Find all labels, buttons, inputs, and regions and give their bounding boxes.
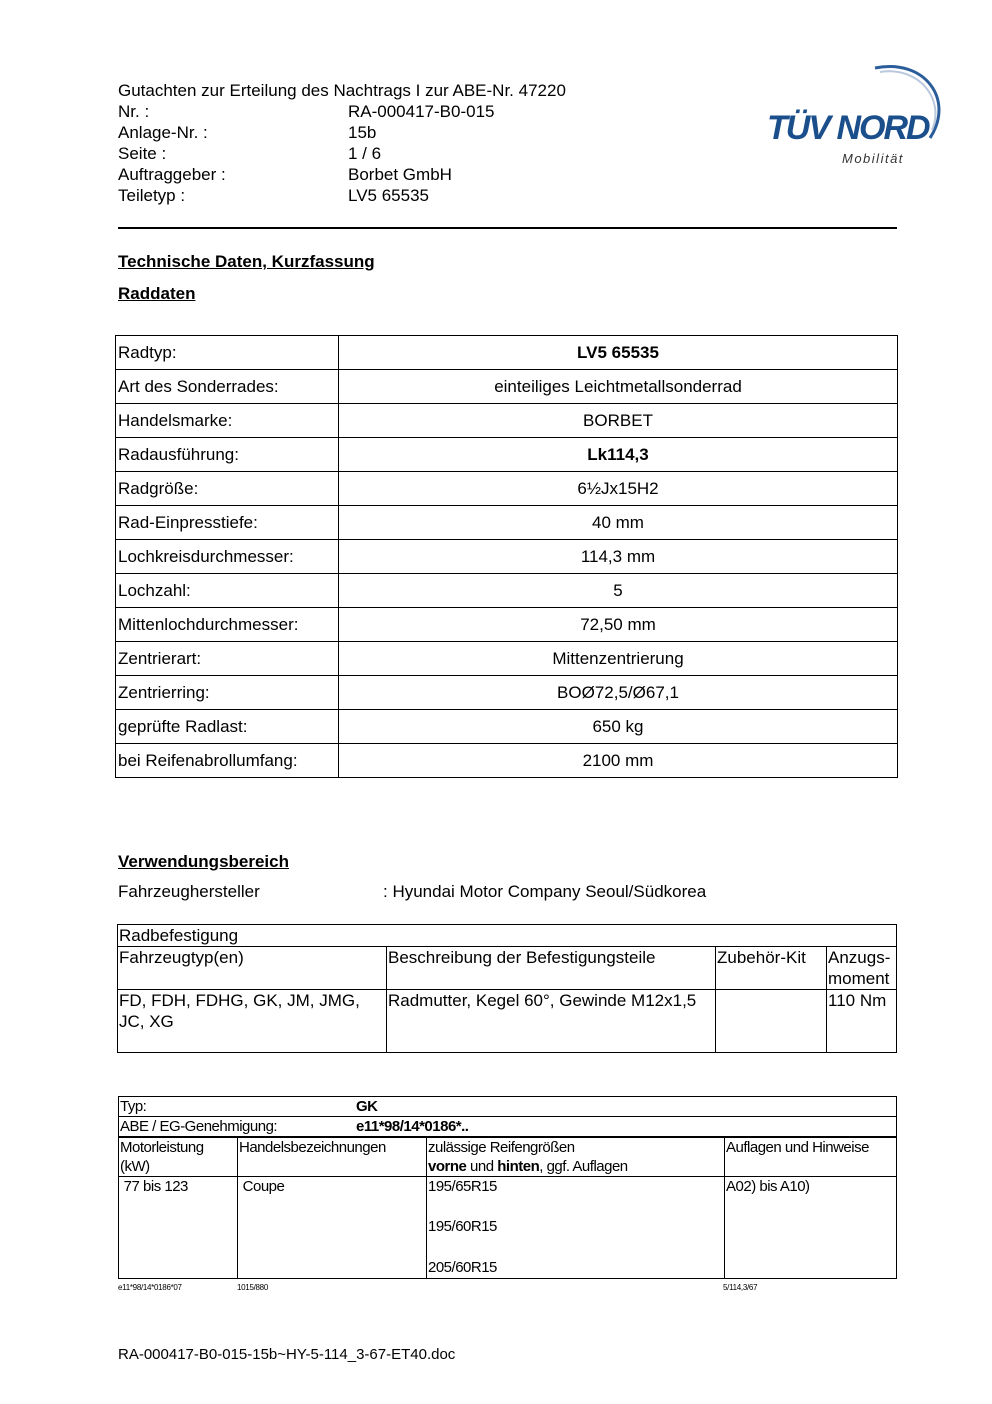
cell-auflagen: A02) bis A10)	[725, 1177, 897, 1279]
header-value: 1 / 6	[348, 144, 382, 163]
section-technische-daten: Technische Daten, Kurzfassung	[118, 252, 375, 271]
raddaten-label: Zentrierart:	[116, 642, 339, 676]
footnote-boltpattern: 5/114,3/67	[723, 1283, 758, 1292]
radbefestigung-table	[117, 924, 897, 1053]
raddaten-value: 72,50 mm	[339, 608, 898, 642]
raddaten-value: BOØ72,5/Ø67,1	[339, 676, 898, 710]
header-anzugsmoment: Anzugs- moment	[827, 947, 897, 990]
raddaten-value: 5	[339, 574, 898, 608]
raddaten-label: Radgröße:	[116, 472, 339, 506]
header-row-seite	[118, 143, 566, 164]
header-value: Borbet GmbH	[348, 165, 452, 184]
raddaten-value: BORBET	[339, 404, 898, 438]
header-divider	[118, 227, 897, 229]
raddaten-value: Mittenzentrierung	[339, 642, 898, 676]
raddaten-row	[116, 370, 898, 404]
reifen-size: 205/60R15	[428, 1259, 497, 1276]
document-footer-filename: RA-000417-B0-015-15b~HY-5-114_3-67-ET40.doc	[118, 1346, 456, 1363]
document-header	[118, 80, 566, 206]
tuv-nord-logo	[760, 60, 950, 180]
raddaten-value: 650 kg	[339, 710, 898, 744]
cell-handelsbezeichnung: Coupe	[238, 1177, 427, 1279]
raddaten-label: Art des Sonderrades:	[116, 370, 339, 404]
reifen-size: 195/65R15	[428, 1178, 497, 1195]
raddaten-value: 114,3 mm	[339, 540, 898, 574]
befestigung-title: Radbefestigung	[118, 925, 897, 947]
gk-typ-row	[119, 1097, 897, 1117]
header-value: RA-000417-B0-015	[348, 102, 495, 121]
raddaten-row	[116, 642, 898, 676]
raddaten-value: 2100 mm	[339, 744, 898, 778]
gk-data-row	[119, 1177, 897, 1279]
footnote-number: 1015/880	[237, 1283, 268, 1292]
section-verwendungsbereich: Verwendungsbereich	[118, 852, 289, 871]
section-raddaten: Raddaten	[118, 284, 196, 303]
hersteller-value: : Hyundai Motor Company Seoul/Südkorea	[383, 882, 707, 901]
header-zubehoer: Zubehör-Kit	[716, 947, 827, 990]
raddaten-row	[116, 574, 898, 608]
raddaten-label: Zentrierring:	[116, 676, 339, 710]
cell-beschreibung: Radmutter, Kegel 60°, Gewinde M12x1,5	[387, 990, 716, 1053]
raddaten-row	[116, 506, 898, 540]
cell-zubehoer	[716, 990, 827, 1053]
raddaten-label: bei Reifenabrollumfang:	[116, 744, 339, 778]
reifen-header-line2	[428, 1157, 723, 1176]
header-label: Nr. :	[118, 102, 150, 121]
hersteller-label: Fahrzeughersteller	[118, 882, 260, 901]
raddaten-label: Lochkreisdurchmesser:	[116, 540, 339, 574]
header-fahrzeugtyp: Fahrzeugtyp(en)	[118, 947, 387, 990]
header-value: LV5 65535	[348, 186, 429, 205]
header-label: Seite :	[118, 144, 167, 163]
header-row-auftraggeber	[118, 164, 566, 185]
footnote-approval: e11*98/14*0186*07	[118, 1283, 182, 1292]
logo-brand: TÜV NORD	[767, 109, 929, 147]
raddaten-row	[116, 710, 898, 744]
raddaten-label: Radtyp:	[116, 336, 339, 370]
typ-value: GK	[356, 1098, 378, 1115]
raddaten-value: LV5 65535	[339, 336, 898, 370]
header-row-teiletyp	[118, 185, 566, 206]
abe-value: e11*98/14*0186*..	[356, 1118, 469, 1135]
raddaten-label: Mittenlochdurchmesser:	[116, 608, 339, 642]
cell-reifengroessen	[427, 1177, 725, 1279]
raddaten-label: Rad-Einpresstiefe:	[116, 506, 339, 540]
logo-subtitle: Mobilität	[842, 151, 904, 166]
raddaten-label: geprüfte Radlast:	[116, 710, 339, 744]
reifen-hinten: hinten	[497, 1158, 540, 1175]
raddaten-label: Handelsmarke:	[116, 404, 339, 438]
gk-header-row	[119, 1137, 897, 1177]
reifen-header-line1: zulässige Reifengrößen	[428, 1139, 575, 1156]
reifen-size: 195/60R15	[428, 1218, 497, 1235]
raddaten-table	[115, 335, 898, 778]
typ-label: Typ:	[120, 1098, 147, 1115]
raddaten-row	[116, 404, 898, 438]
reifen-und: und	[466, 1158, 498, 1175]
header-title: Gutachten zur Erteilung des Nachtrags I zur ABE-Nr. 47220	[118, 81, 566, 100]
raddaten-label: Lochzahl:	[116, 574, 339, 608]
header-value: 15b	[348, 123, 377, 142]
raddaten-row	[116, 676, 898, 710]
reifen-vorne: vorne	[428, 1158, 467, 1175]
befestigung-header-row	[118, 947, 897, 990]
header-reifengroessen	[427, 1137, 725, 1177]
cell-anzugsmoment: 110 Nm	[827, 990, 897, 1053]
header-row-nr	[118, 101, 566, 122]
raddaten-value: 6½Jx15H2	[339, 472, 898, 506]
gk-abe-row	[119, 1117, 897, 1138]
abe-label: ABE / EG-Genehmigung:	[120, 1118, 278, 1135]
header-label: Anlage-Nr. :	[118, 123, 208, 142]
raddaten-row	[116, 438, 898, 472]
raddaten-row	[116, 540, 898, 574]
header-row-anlage	[118, 122, 566, 143]
raddaten-row	[116, 336, 898, 370]
header-auflagen: Auflagen und Hinweise	[725, 1137, 897, 1177]
raddaten-row	[116, 472, 898, 506]
befestigung-data-row	[118, 990, 897, 1053]
header-motorleistung: Motorleistung (kW)	[119, 1137, 238, 1177]
raddaten-value: 40 mm	[339, 506, 898, 540]
gk-typ-table	[118, 1096, 897, 1279]
raddaten-row	[116, 744, 898, 778]
raddaten-value: Lk114,3	[339, 438, 898, 472]
raddaten-label: Radausführung:	[116, 438, 339, 472]
cell-motorleistung: 77 bis 123	[119, 1177, 238, 1279]
header-label: Auftraggeber :	[118, 165, 226, 184]
raddaten-row	[116, 608, 898, 642]
cell-fahrzeugtypen: FD, FDH, FDHG, GK, JM, JMG, JC, XG	[118, 990, 387, 1053]
header-label: Teiletyp :	[118, 186, 186, 205]
reifen-auflagen: , ggf. Auflagen	[539, 1158, 628, 1175]
header-beschreibung: Beschreibung der Befestigungsteile	[387, 947, 716, 990]
raddaten-value: einteiliges Leichtmetallsonderrad	[339, 370, 898, 404]
header-handelsbezeichnungen: Handelsbezeichnungen	[238, 1137, 427, 1177]
fahrzeughersteller-line	[118, 882, 706, 902]
